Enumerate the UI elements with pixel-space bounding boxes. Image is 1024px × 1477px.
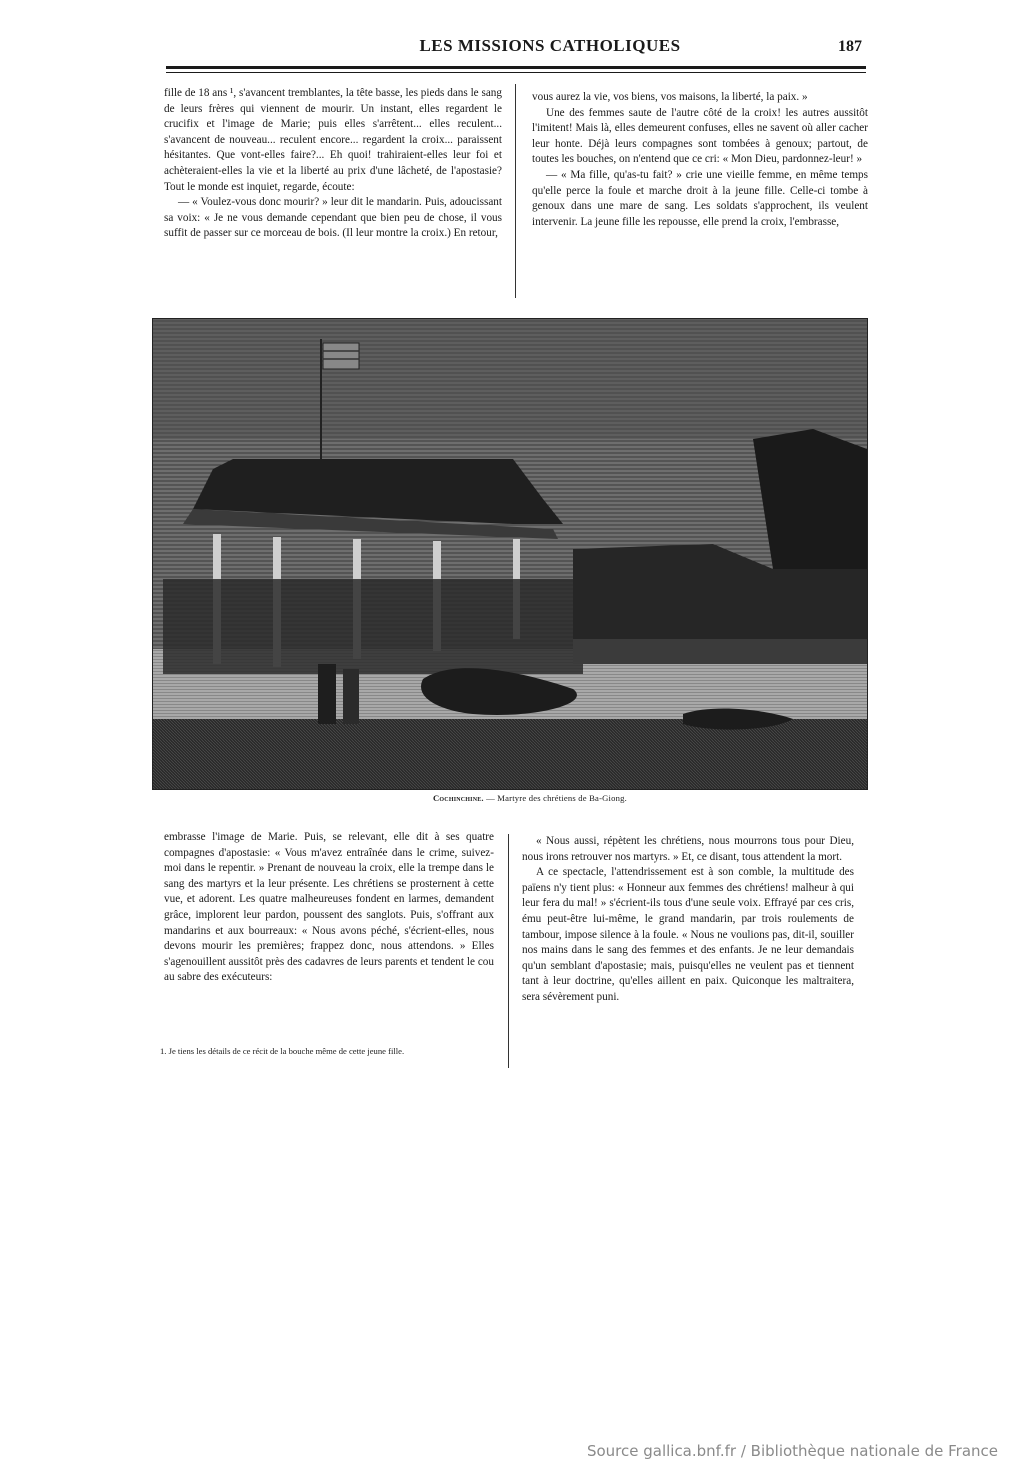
- top-left-column: [164, 86, 502, 242]
- paragraph: — « Ma fille, qu'as-tu fait? » crie une vieille femme, en même temps qu'elle perce la foule et marche droit à la jeune fille. Celle-ci tombe à genoux dans une mare de sang. Les soldats s'approchent, ils veulent intervenir. La jeune fille les repousse, elle prend la croix, l'embrasse,: [532, 168, 868, 228]
- caption-place: Cochinchine.: [433, 793, 484, 803]
- column-divider: [508, 834, 509, 1068]
- paragraph: « Nous aussi, répètent les chrétiens, nous mourrons tous pour Dieu, nous irons retrouver nos martyrs. » Et, ce disant, tous attendent la mort.: [522, 835, 854, 863]
- header-rule-thin: [166, 72, 866, 73]
- footnote: 1. Je tiens les détails de ce récit de la bouche même de cette jeune fille.: [160, 1046, 405, 1056]
- bottom-right-column: [522, 834, 854, 1006]
- illustration-caption: [340, 793, 720, 803]
- page-number: 187: [838, 38, 862, 55]
- top-right-column: [532, 90, 868, 230]
- paragraph: A ce spectacle, l'attendrissement est à son comble, la multitude des païens n'y tient plus: « Honneur aux femmes des chrétiens! malheur à qui leur fera du mal! » s'écrient-ils tous d'une seule voix. Effrayé par ces cris, ému peut-être lui-même, le grand mandarin, par trois roulements de tambour, impose silence à la foule. « Nous ne voulions pas, dit-il, souiller nos mains dans le sang des femmes et des enfants. Je ne leur demandais qu'un semblant d'apostasie; mais, puisqu'elles ne veulent pas et tiennent tant à leur doctrine, qu'elles aillent en paix. Quiconque les maltraitera, sera sévèrement puni.: [522, 866, 854, 1003]
- source-credit: Source gallica.bnf.fr / Bibliothèque nationale de France: [586, 1442, 998, 1460]
- engraving-illustration: [152, 318, 868, 790]
- caption-text: — Martyre des chrétiens de Ba-Giong.: [483, 793, 627, 803]
- paragraph: embrasse l'image de Marie. Puis, se relevant, elle dit à ses quatre compagnes d'apostasie: « Vous m'avez entraînée dans le crime, suivez-moi dans le repentir. » Prenant de nouveau la croix, elle la trempe dans le sang des martyrs et la leur présente. Les chrétiens se prosternent à cette vue, et adorent. Les quatre malheureuses fondent en larmes, demandent grâce, implorent leur pardon, poussent des sanglots. Puis, s'offrant aux mandarins et aux bourreaux: « Nous avons péché, s'écrient-elles, nous devons mourir les premières; frappez donc, nous attendons. » Elles s'agenouillent aussitôt près des cadavres de leurs parents et tendent le cou au sabre des exécuteurs:: [164, 831, 494, 984]
- column-divider: [515, 84, 516, 298]
- paragraph: — « Voulez-vous donc mourir? » leur dit le mandarin. Puis, adoucissant sa voix: « Je ne vous demande cependant que bien peu de chose, il vous suffit de passer sur ce morceau de bois. (Il leur montre la croix.) En retour,: [164, 196, 502, 240]
- paragraph: vous aurez la vie, vos biens, vos maisons, la liberté, la paix. »: [532, 91, 808, 103]
- running-head: LES MISSIONS CATHOLIQUES: [419, 36, 681, 55]
- paragraph: fille de 18 ans ¹, s'avancent tremblantes, la tête basse, les pieds dans le sang de leurs frères qui viennent de mourir. Un instant, elles regardent le crucifix et l'image de Marie; puis elles s'arrêtent... elles reculent... s'avancent de nouveau... reculent encore... regardent la croix... paraissent hésitantes. Que vont-elles faire?... Eh quoi! trahiraient-elles leur foi et achèteraient-elles la vie et la liberté au prix d'une lâcheté, de l'apostasie? Tout le monde est inquiet, regarde, écoute:: [164, 87, 502, 193]
- paragraph: Une des femmes saute de l'autre côté de la croix! les autres aussitôt l'imitent! Mais là, elles demeurent confuses, elles ne savent où aller cacher leur honte. Déjà leurs compagnes sont tombées à genoux; partout, de toutes les bouches, on n'entend que ce cri: « Mon Dieu, pardonnez-leur! »: [532, 106, 868, 166]
- bottom-left-column: [164, 830, 494, 986]
- header-rule-thick: [166, 66, 866, 69]
